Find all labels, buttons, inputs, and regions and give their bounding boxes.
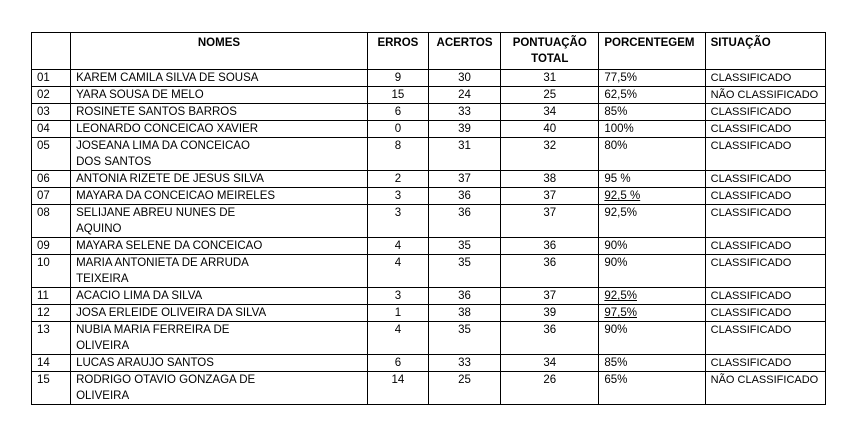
row-porcentagem — [599, 70, 705, 87]
row-nome — [71, 372, 368, 405]
row-situacao — [705, 305, 825, 322]
row-erros-text: 6 — [394, 106, 402, 118]
row-situacao-text: CLASSIFICADO — [710, 72, 792, 84]
row-acertos — [428, 205, 500, 238]
row-num-text: 01 — [37, 72, 50, 84]
row-nome-text: JOSA ERLEIDE OLIVEIRA DA SILVA — [76, 307, 267, 319]
row-acertos-text: 36 — [458, 290, 471, 302]
row-pontuacao-text: 34 — [543, 106, 557, 118]
row-porcentagem-text: 90% — [604, 324, 628, 336]
row-acertos — [428, 138, 500, 171]
row-porcentagem-text: 62,5% — [604, 89, 637, 101]
row-situacao-text: NÃO CLASSIFICADO — [710, 374, 819, 386]
row-acertos-text: 35 — [458, 324, 471, 336]
row-porcentagem — [599, 255, 705, 288]
row-situacao — [705, 121, 825, 138]
row-pontuacao-text: 38 — [543, 173, 557, 185]
header-pontuacao — [501, 33, 599, 70]
row-nome-text: KAREM CAMILA SILVA DE SOUSA — [76, 72, 259, 84]
row-situacao — [705, 355, 825, 372]
row-num-text: 14 — [37, 357, 50, 369]
row-pontuacao-text: 26 — [543, 374, 557, 386]
row-erros — [367, 205, 428, 238]
row-situacao-text: CLASSIFICADO — [710, 140, 792, 152]
row-porcentagem — [599, 205, 705, 238]
row-acertos-text: 36 — [458, 190, 471, 202]
row-nome — [71, 70, 368, 87]
row-nome — [71, 138, 368, 171]
header-pontuacao-line1: PONTUAÇÃO — [512, 37, 587, 49]
row-situacao — [705, 255, 825, 288]
row-num-text: 15 — [37, 374, 50, 386]
row-erros — [367, 355, 428, 372]
row-nome-text: LUCAS ARAUJO SANTOS — [76, 357, 214, 369]
row-erros — [367, 372, 428, 405]
row-nome-text: JOSEANA LIMA DA CONCEICAO DOS SANTOS — [76, 140, 250, 168]
row-nome-text: MAYARA SELENE DA CONCEICAO — [76, 240, 263, 252]
row-num — [32, 355, 71, 372]
row-acertos-text: 31 — [458, 140, 471, 152]
row-porcentagem-text: 97,5% — [604, 307, 637, 319]
row-erros-text: 8 — [394, 140, 402, 152]
row-situacao — [705, 171, 825, 188]
table-row — [32, 121, 826, 138]
row-num — [32, 70, 71, 87]
table-row — [32, 205, 826, 238]
row-pontuacao-text: 36 — [543, 240, 557, 252]
row-erros-text: 6 — [394, 357, 402, 369]
row-acertos-text: 38 — [458, 307, 471, 319]
row-num — [32, 121, 71, 138]
row-erros — [367, 238, 428, 255]
row-pontuacao — [501, 255, 599, 288]
row-num — [32, 288, 71, 305]
row-pontuacao-text: 34 — [543, 357, 557, 369]
row-acertos — [428, 70, 500, 87]
row-pontuacao-text: 36 — [543, 324, 557, 336]
results-document — [31, 32, 826, 405]
row-acertos-text: 35 — [458, 257, 471, 269]
row-porcentagem — [599, 121, 705, 138]
row-porcentagem — [599, 104, 705, 121]
row-num-text: 13 — [37, 324, 50, 336]
row-pontuacao — [501, 355, 599, 372]
row-pontuacao — [501, 288, 599, 305]
row-erros — [367, 104, 428, 121]
row-situacao — [705, 188, 825, 205]
table-row — [32, 355, 826, 372]
table-row — [32, 70, 826, 87]
row-situacao-text: CLASSIFICADO — [710, 257, 792, 269]
row-erros — [367, 171, 428, 188]
table-row — [32, 255, 826, 288]
row-porcentagem-text: 92,5% — [604, 290, 637, 302]
row-nome — [71, 322, 368, 355]
row-pontuacao — [501, 171, 599, 188]
table-row — [32, 322, 826, 355]
row-pontuacao — [501, 372, 599, 405]
row-nome-text: ANTONIA RIZETE DE JESUS SILVA — [76, 173, 264, 185]
row-nome-text: ROSINETE SANTOS BARROS — [76, 106, 237, 118]
row-situacao — [705, 238, 825, 255]
row-porcentagem — [599, 171, 705, 188]
row-situacao — [705, 372, 825, 405]
row-erros-text: 9 — [394, 72, 402, 84]
results-table — [31, 32, 826, 405]
row-num-text: 07 — [37, 190, 50, 202]
row-pontuacao-text: 31 — [543, 72, 557, 84]
row-situacao — [705, 87, 825, 104]
header-erros: ERROS — [367, 33, 428, 70]
row-acertos-text: 39 — [458, 123, 471, 135]
row-pontuacao-text: 39 — [543, 307, 557, 319]
header-row — [32, 33, 826, 70]
row-porcentagem — [599, 188, 705, 205]
row-acertos — [428, 238, 500, 255]
table-row — [32, 372, 826, 405]
row-num-text: 03 — [37, 106, 50, 118]
row-nome-text: RODRIGO OTAVIO GONZAGA DE OLIVEIRA — [76, 374, 256, 402]
table-row — [32, 188, 826, 205]
row-situacao-text: CLASSIFICADO — [710, 173, 792, 185]
table-row — [32, 87, 826, 104]
row-acertos-text: 37 — [458, 173, 471, 185]
row-num — [32, 255, 71, 288]
row-pontuacao — [501, 138, 599, 171]
header-nomes: NOMES — [71, 33, 368, 70]
row-acertos — [428, 104, 500, 121]
row-porcentagem-text: 90% — [604, 257, 628, 269]
row-erros-text: 4 — [394, 240, 402, 252]
row-num — [32, 138, 71, 171]
row-porcentagem-text: 77,5% — [604, 72, 637, 84]
header-acertos: ACERTOS — [428, 33, 500, 70]
row-num-text: 04 — [37, 123, 50, 135]
row-pontuacao — [501, 305, 599, 322]
row-erros-text: 3 — [394, 290, 402, 302]
row-nome — [71, 87, 368, 104]
row-num-text: 02 — [37, 89, 50, 101]
row-nome — [71, 104, 368, 121]
row-nome-text: SELIJANE ABREU NUNES DE AQUINO — [76, 207, 236, 235]
row-nome — [71, 238, 368, 255]
row-porcentagem-text: 90% — [604, 240, 628, 252]
row-nome — [71, 121, 368, 138]
row-erros — [367, 87, 428, 104]
row-pontuacao — [501, 238, 599, 255]
header-situacao: SITUAÇÃO — [705, 33, 825, 70]
row-num — [32, 188, 71, 205]
row-acertos — [428, 322, 500, 355]
row-situacao — [705, 138, 825, 171]
row-porcentagem-text: 95 % — [604, 173, 631, 185]
row-erros-text: 3 — [394, 207, 402, 219]
row-erros-text: 1 — [394, 307, 402, 319]
row-nome — [71, 355, 368, 372]
row-situacao-text: CLASSIFICADO — [710, 207, 792, 219]
row-pontuacao — [501, 87, 599, 104]
row-situacao-text: CLASSIFICADO — [710, 307, 792, 319]
row-porcentagem-text: 80% — [604, 140, 628, 152]
row-num-text: 11 — [37, 290, 49, 302]
row-situacao-text: CLASSIFICADO — [710, 357, 792, 369]
row-erros — [367, 138, 428, 171]
row-nome-text: NUBIA MARIA FERREIRA DE OLIVEIRA — [76, 324, 230, 352]
row-pontuacao — [501, 121, 599, 138]
row-porcentagem — [599, 355, 705, 372]
row-situacao — [705, 70, 825, 87]
row-nome — [71, 171, 368, 188]
table-row — [32, 305, 826, 322]
row-pontuacao-text: 32 — [543, 140, 557, 152]
row-porcentagem — [599, 138, 705, 171]
row-acertos — [428, 171, 500, 188]
row-acertos-text: 33 — [458, 357, 471, 369]
row-num — [32, 171, 71, 188]
row-porcentagem-text: 92,5% — [604, 207, 637, 219]
row-acertos — [428, 255, 500, 288]
row-porcentagem-text: 85% — [604, 357, 628, 369]
row-porcentagem-text: 85% — [604, 106, 628, 118]
row-nome — [71, 255, 368, 288]
row-situacao — [705, 322, 825, 355]
row-erros-text: 3 — [394, 190, 402, 202]
row-pontuacao-text: 37 — [543, 207, 557, 219]
row-porcentagem — [599, 322, 705, 355]
row-acertos-text: 24 — [458, 89, 471, 101]
row-nome-text: YARA SOUSA DE MELO — [76, 89, 204, 101]
row-situacao-text: CLASSIFICADO — [710, 290, 792, 302]
row-situacao-text: CLASSIFICADO — [710, 324, 792, 336]
row-num — [32, 322, 71, 355]
header-pontuacao-line2: TOTAL — [531, 53, 569, 65]
table-body — [32, 70, 826, 405]
row-pontuacao — [501, 104, 599, 121]
row-acertos — [428, 355, 500, 372]
row-erros-text: 15 — [391, 89, 405, 101]
row-situacao-text: CLASSIFICADO — [710, 190, 792, 202]
row-nome — [71, 188, 368, 205]
row-porcentagem — [599, 288, 705, 305]
row-pontuacao-text: 40 — [543, 123, 557, 135]
row-acertos-text: 30 — [458, 72, 471, 84]
row-num — [32, 305, 71, 322]
header-num — [32, 33, 71, 70]
row-porcentagem-text: 100% — [604, 123, 634, 135]
row-erros-text: 4 — [394, 257, 402, 269]
table-row — [32, 171, 826, 188]
row-erros — [367, 322, 428, 355]
row-nome-text: ACACIO LIMA DA SILVA — [76, 290, 203, 302]
row-erros — [367, 121, 428, 138]
row-pontuacao — [501, 205, 599, 238]
row-nome — [71, 288, 368, 305]
row-num-text: 08 — [37, 207, 50, 219]
row-erros-text: 14 — [391, 374, 405, 386]
row-nome-text: MARIA ANTONIETA DE ARRUDA TEIXEIRA — [76, 257, 249, 285]
row-erros — [367, 188, 428, 205]
row-porcentagem — [599, 87, 705, 104]
row-nome-text: MAYARA DA CONCEICAO MEIRELES — [76, 190, 276, 202]
row-num — [32, 205, 71, 238]
row-situacao-text: CLASSIFICADO — [710, 106, 792, 118]
row-num — [32, 372, 71, 405]
row-num — [32, 238, 71, 255]
table-row — [32, 238, 826, 255]
row-erros-text: 0 — [394, 123, 402, 135]
table-row — [32, 288, 826, 305]
row-erros — [367, 288, 428, 305]
row-num-text: 06 — [37, 173, 50, 185]
row-erros-text: 2 — [394, 173, 402, 185]
row-situacao-text: CLASSIFICADO — [710, 240, 792, 252]
row-situacao-text: NÃO CLASSIFICADO — [710, 89, 819, 101]
row-pontuacao-text: 25 — [543, 89, 557, 101]
row-num — [32, 87, 71, 104]
row-porcentagem — [599, 305, 705, 322]
row-acertos — [428, 87, 500, 104]
row-situacao — [705, 205, 825, 238]
row-porcentagem — [599, 238, 705, 255]
row-acertos — [428, 305, 500, 322]
row-num-text: 05 — [37, 140, 50, 152]
table-row — [32, 104, 826, 121]
row-situacao — [705, 104, 825, 121]
row-acertos-text: 36 — [458, 207, 471, 219]
row-num-text: 09 — [37, 240, 50, 252]
header-porcentagem: PORCENTEGEM — [599, 33, 705, 70]
row-nome — [71, 305, 368, 322]
row-porcentagem-text: 92,5 % — [604, 190, 641, 202]
row-erros — [367, 70, 428, 87]
table-row — [32, 138, 826, 171]
row-pontuacao — [501, 188, 599, 205]
row-situacao — [705, 288, 825, 305]
row-pontuacao-text: 37 — [543, 290, 557, 302]
row-porcentagem-text: 65% — [604, 374, 628, 386]
row-porcentagem — [599, 372, 705, 405]
row-pontuacao-text: 36 — [543, 257, 557, 269]
row-pontuacao — [501, 70, 599, 87]
row-acertos-text: 25 — [458, 374, 471, 386]
row-num-text: 12 — [37, 307, 50, 319]
row-acertos — [428, 188, 500, 205]
row-situacao-text: CLASSIFICADO — [710, 123, 792, 135]
row-erros-text: 4 — [394, 324, 402, 336]
row-acertos — [428, 372, 500, 405]
row-nome — [71, 205, 368, 238]
row-acertos-text: 35 — [458, 240, 471, 252]
row-acertos — [428, 288, 500, 305]
row-acertos — [428, 121, 500, 138]
row-num-text: 10 — [37, 257, 50, 269]
row-acertos-text: 33 — [458, 106, 471, 118]
row-erros — [367, 255, 428, 288]
row-pontuacao — [501, 322, 599, 355]
row-nome-text: LEONARDO CONCEICAO XAVIER — [76, 123, 258, 135]
row-pontuacao-text: 37 — [543, 190, 557, 202]
row-num — [32, 104, 71, 121]
row-erros — [367, 305, 428, 322]
